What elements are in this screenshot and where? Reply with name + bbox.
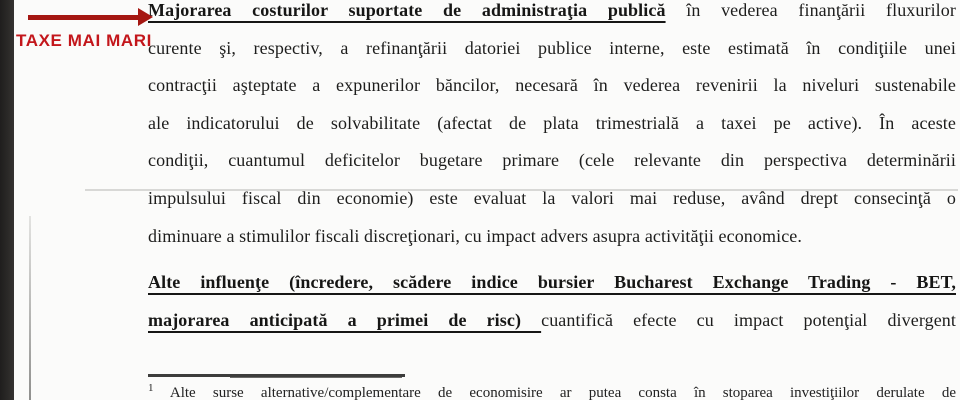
- text-line: [148, 0, 956, 30]
- text-line: [148, 142, 956, 180]
- heading-bold-text: Majorarea costurilor suportate de administraţia publică: [148, 0, 666, 20]
- document-text-column: [148, 0, 956, 339]
- heading-bold-text: Alte influenţe (încredere, scădere indice bursier Bucharest Exchange Trading - BET,: [148, 272, 956, 293]
- body-text: diminuare a stimulilor fiscali discreţionari, cu impact advers asupra activităţii economice.: [148, 225, 802, 246]
- text-line: [148, 302, 956, 340]
- scan-edge-strip: [0, 0, 14, 400]
- footnote-marker: 1: [148, 383, 154, 394]
- arrow-right-icon-head: [138, 8, 153, 26]
- text-line: [148, 264, 956, 302]
- body-text: în vederea finanţării fluxurilor: [665, 0, 956, 20]
- paragraph-2: [148, 264, 956, 339]
- footnote-separator-rule-shadow: [230, 377, 402, 378]
- scan-artifact-vertical-line: [29, 216, 31, 400]
- annotation-label: TAXE MAI MARI: [16, 31, 152, 50]
- text-line: [148, 105, 956, 143]
- body-text: contracţii aşteptate a expunerilor băncilor, necesară în vederea revenirii la niveluri sustenabile: [148, 75, 956, 96]
- text-line: [148, 67, 956, 105]
- text-line: [148, 180, 956, 218]
- body-text: condiţii, cuantumul deficitelor bugetare primare (cele relevante din perspectiva determinării: [148, 150, 956, 171]
- paragraph-1: [148, 0, 956, 255]
- text-line: [148, 218, 956, 256]
- arrow-right-icon: [28, 15, 140, 20]
- body-text: curente şi, respectiv, a refinanţării datoriei publice interne, este estimată în condiţiile unei: [148, 37, 956, 58]
- heading-bold-text: majorarea anticipată a primei de risc): [148, 309, 542, 330]
- text-line: [148, 30, 956, 68]
- body-text: cuantifică efecte cu impact potenţial divergent: [541, 309, 956, 330]
- footnote-body: Alte surse alternative/complementare de economisire ar putea consta în stoparea investiţiilor derulate de: [153, 385, 956, 400]
- body-text: ale indicatorului de solvabilitate (afectat de plata trimestrială a taxei pe active). În aceste: [148, 112, 956, 133]
- footnote-text: [148, 383, 956, 400]
- body-text: impulsului fiscal din economie) este evaluat la valori mai reduse, având drept consecinţă o: [148, 187, 956, 208]
